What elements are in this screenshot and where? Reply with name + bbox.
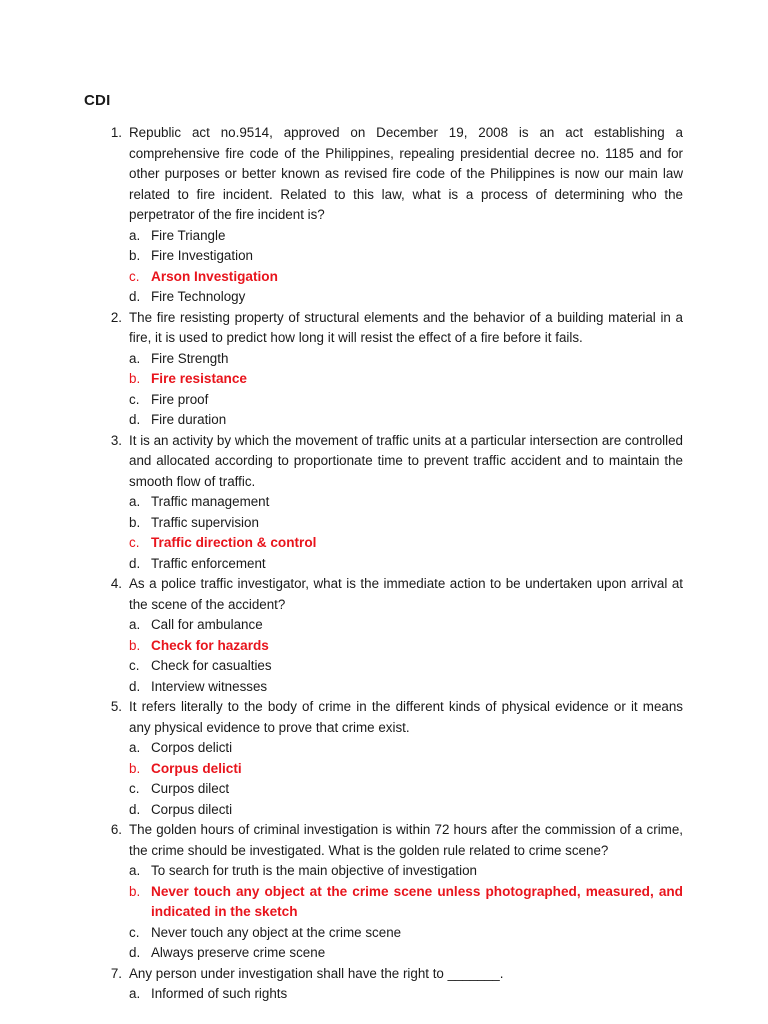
option-text: Fire duration bbox=[151, 412, 227, 427]
option-text: Always preserve crime scene bbox=[151, 945, 326, 960]
option-text: Fire proof bbox=[151, 391, 209, 407]
question-text: The golden hours of criminal investigation is within 72 hours after the commission of a crime, the crime should be investigated. What is the golden rule related to crime scene? bbox=[129, 822, 683, 858]
question-number: 3. bbox=[110, 432, 122, 448]
question-item bbox=[0, 123, 768, 308]
option-letter: a. bbox=[129, 227, 141, 243]
option-letter: c. bbox=[129, 781, 140, 796]
answer-option bbox=[0, 615, 768, 636]
option-text: Check for hazards bbox=[151, 637, 269, 653]
correct-answer-option bbox=[0, 882, 768, 923]
option-letter: c. bbox=[129, 924, 140, 940]
option-letter: b. bbox=[129, 371, 141, 386]
option-letter: d. bbox=[129, 945, 141, 960]
option-letter: c. bbox=[129, 658, 140, 673]
option-text: Fire resistance bbox=[151, 371, 247, 386]
question-text: It refers literally to the body of crime in the different kinds of physical evidence or it means any physical evidence to prove that crime exist. bbox=[129, 699, 683, 735]
option-text: Interview witnesses bbox=[151, 678, 268, 694]
option-letter: a. bbox=[129, 740, 141, 755]
question-item bbox=[0, 697, 768, 820]
question-item bbox=[0, 574, 768, 697]
option-text: Traffic supervision bbox=[151, 514, 259, 530]
correct-answer-option bbox=[0, 267, 768, 288]
question-number: 2. bbox=[110, 309, 122, 325]
answer-option bbox=[0, 738, 768, 759]
answer-option bbox=[0, 923, 768, 944]
option-text: Informed of such rights bbox=[151, 986, 288, 1001]
question-number: 7. bbox=[110, 965, 122, 981]
option-text: Corpus delicti bbox=[151, 760, 242, 776]
option-text: Traffic direction & control bbox=[151, 535, 317, 550]
answer-option bbox=[0, 800, 768, 821]
option-letter: a. bbox=[129, 863, 141, 878]
option-letter: d. bbox=[129, 801, 141, 817]
question-item bbox=[0, 820, 768, 964]
question-number: 4. bbox=[110, 576, 122, 591]
option-letter: b. bbox=[129, 248, 141, 263]
option-text: Check for casualties bbox=[151, 658, 272, 673]
answer-option bbox=[0, 492, 768, 513]
answer-option bbox=[0, 861, 768, 882]
question-item bbox=[0, 431, 768, 575]
option-text: Call for ambulance bbox=[151, 617, 263, 632]
question-list bbox=[0, 123, 768, 1005]
answer-option bbox=[0, 984, 768, 1005]
option-text: Never touch any object at the crime scene bbox=[151, 924, 402, 940]
answer-option bbox=[0, 246, 768, 267]
question-number: 6. bbox=[110, 822, 122, 837]
answer-option bbox=[0, 349, 768, 370]
option-text: Fire Triangle bbox=[151, 227, 226, 243]
answer-option bbox=[0, 554, 768, 575]
option-letter: c. bbox=[129, 268, 140, 284]
option-letter: d. bbox=[129, 678, 141, 694]
answer-option bbox=[0, 656, 768, 677]
option-text: Fire Strength bbox=[151, 350, 229, 366]
option-letter: d. bbox=[129, 412, 141, 427]
option-letter: c. bbox=[129, 391, 140, 407]
option-letter: d. bbox=[129, 555, 141, 571]
option-letter: a. bbox=[129, 350, 141, 366]
question-text: The fire resisting property of structural elements and the behavior of a building material in a fire, it is used to predict how long it will resist the effect of a fire before it fails. bbox=[129, 309, 683, 345]
option-letter: c. bbox=[129, 535, 140, 550]
option-letter: b. bbox=[129, 883, 141, 899]
option-letter: a. bbox=[129, 986, 141, 1001]
correct-answer-option bbox=[0, 636, 768, 657]
option-text: To search for truth is the main objective of investigation bbox=[151, 863, 478, 878]
question-text: Republic act no.9514, approved on December 19, 2008 is an act establishing a comprehensive fire code of the Philippines, repealing presidential decree no. 1185 and for other purposes or better known as revised fire code of the Philippines is now our main law related to fire incident. Related to this law, what is a process of determining who the perpetrator of the fire incident is? bbox=[129, 125, 683, 222]
option-letter: b. bbox=[129, 760, 141, 776]
option-letter: a. bbox=[129, 494, 141, 509]
answer-option bbox=[0, 779, 768, 800]
option-text: Traffic enforcement bbox=[151, 555, 266, 571]
question-item bbox=[0, 308, 768, 431]
question-text: Any person under investigation shall have the right to _______. bbox=[129, 965, 504, 981]
question-text: As a police traffic investigator, what is the immediate action to be undertaken upon arrival at the scene of the accident? bbox=[129, 576, 683, 612]
correct-answer-option bbox=[0, 759, 768, 780]
correct-answer-option bbox=[0, 369, 768, 390]
option-text: Never touch any object at the crime scene unless photographed, measured, and indicated in the sketch bbox=[151, 883, 683, 919]
question-number: 5. bbox=[110, 699, 122, 714]
answer-option bbox=[0, 390, 768, 411]
option-text: Curpos dilect bbox=[151, 781, 230, 796]
answer-option bbox=[0, 226, 768, 247]
option-text: Arson Investigation bbox=[151, 268, 278, 284]
answer-option bbox=[0, 513, 768, 534]
option-text: Corpos delicti bbox=[151, 740, 233, 755]
option-letter: b. bbox=[129, 637, 141, 653]
option-text: Traffic management bbox=[151, 494, 270, 509]
document-title: CDI bbox=[84, 92, 111, 109]
question-text: It is an activity by which the movement of traffic units at a particular intersection are controlled and allocated according to proportionate time to prevent traffic accident and to maintain the smooth flow of traffic. bbox=[129, 432, 683, 489]
correct-answer-option bbox=[0, 533, 768, 554]
question-number: 1. bbox=[110, 125, 122, 140]
option-text: Corpus dilecti bbox=[151, 801, 233, 817]
option-text: Fire Investigation bbox=[151, 248, 253, 263]
answer-option bbox=[0, 410, 768, 431]
answer-option bbox=[0, 677, 768, 698]
option-letter: b. bbox=[129, 514, 141, 530]
question-item bbox=[0, 964, 768, 1005]
option-text: Fire Technology bbox=[151, 289, 246, 304]
option-letter: a. bbox=[129, 617, 141, 632]
answer-option bbox=[0, 287, 768, 308]
answer-option bbox=[0, 943, 768, 964]
option-letter: d. bbox=[129, 289, 141, 304]
